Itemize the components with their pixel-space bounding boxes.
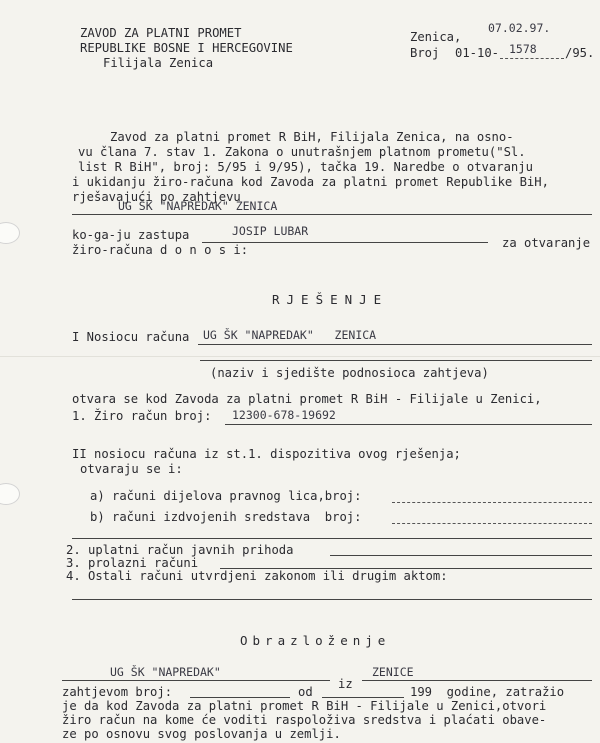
applicant-underline (72, 214, 592, 215)
reasoning-city-underline (362, 680, 592, 681)
header-number-prefix: 01-10- (455, 46, 500, 60)
separator-line (72, 538, 592, 539)
opens-line: otvara se kod Zavoda za platni promet R BiH - Filijale u Zenici, (72, 392, 542, 406)
intro-line-3: list R BiH", broj: 5/95 i 9/95), tačka 19. Naredbe o otvaranju (78, 160, 533, 174)
holder-label: I Nosiocu računa (72, 330, 190, 344)
decision-title: RJEŠENJE (272, 292, 389, 307)
intro-line-2: vu člana 7. stav 1. Zakona o unutrašnjem platnom prometu("Sl. (78, 145, 526, 159)
institution-line-2: REPUBLIKE BOSNE I HERCEGOVINE (80, 41, 293, 55)
item-4-underline (72, 599, 592, 600)
item-3: 3. prolazni računi (66, 556, 199, 570)
reasoning-name-underline (62, 680, 330, 681)
reasoning-applicant-name: UG ŠK "NAPREDAK" (110, 665, 221, 679)
reasoning-date-underline (322, 697, 404, 698)
holder-caption: (naziv i sjedište podnosioca zahtjeva) (210, 366, 489, 380)
reasoning-od-label: od (298, 685, 313, 699)
representative-tail: za otvaranje (502, 236, 591, 250)
intro-line-1: Zavod za platni promet R BiH, Filijala Zenica, na osno- (110, 130, 514, 144)
punch-hole-bottom (0, 483, 20, 505)
intro-line-5: rješavajući po zahtjevu (72, 190, 241, 204)
account-number: 12300-678-19692 (232, 408, 336, 422)
punch-hole-top (0, 222, 20, 244)
reasoning-line-3: žiro račun na kome će voditi raspoloživa sredstva i plaćati obave- (62, 713, 547, 727)
intro-line-6: žiro-računa d o n o s i: (72, 243, 249, 257)
intro-line-4: i ukidanju žiro-računa kod Zavoda za platni promet Republike BiH, (72, 175, 549, 189)
item2-line-1: II nosiocu računa iz st.1. dispozitiva ovog rješenja; (72, 447, 461, 461)
item-a: a) računi dijelova pravnog lica,broj: (90, 489, 362, 503)
reasoning-line-2: je da kod Zavoda za platni promet R BiH - Filijale u Zenici,otvori (62, 699, 547, 713)
account-label: 1. Žiro račun broj: (72, 409, 212, 423)
representative-field: JOSIP LUBAR (232, 224, 309, 238)
representative-label: ko-ga-ju zastupa (72, 228, 190, 242)
applicant-field: UG ŠK "NAPREDAK" ZENICA (118, 199, 278, 213)
item-b-underline (392, 523, 592, 524)
item-2: 2. uplatni račun javnih prihoda (66, 543, 294, 557)
institution-branch: Filijala Zenica (103, 56, 214, 70)
header-date: 07.02.97. (488, 21, 551, 35)
reasoning-line-4: ze po osnovu svog poslovanja u zemlji. (62, 727, 341, 741)
reasoning-request-underline (190, 697, 290, 698)
header-number-underline (500, 58, 564, 59)
reasoning-applicant-city: ZENICE (372, 665, 414, 679)
paper-fold-line (0, 356, 600, 357)
holder-field: UG ŠK "NAPREDAK" ZENICA (203, 328, 377, 342)
reasoning-year: 199 godine, zatražio (410, 685, 565, 699)
header-number-value: 1578 (509, 42, 537, 56)
reasoning-request-label: zahtjevom broj: (62, 685, 173, 699)
header-number-suffix: /95. (565, 46, 595, 60)
institution-line-1: ZAVOD ZA PLATNI PROMET (80, 26, 242, 40)
header-number-label: Broj (410, 46, 440, 60)
reasoning-title: Obrazloženje (240, 633, 391, 648)
item-a-underline (392, 502, 592, 503)
reasoning-iz-label: iz (338, 677, 353, 691)
item2-line-2: otvaraju se i: (80, 462, 183, 476)
item-2-underline (330, 555, 592, 556)
item-b: b) računi izdvojenih sredstava broj: (90, 510, 362, 524)
account-underline (225, 424, 592, 425)
caption-line (200, 360, 592, 361)
header-place: Zenica, (410, 30, 462, 44)
holder-underline (198, 344, 592, 345)
item-4: 4. Ostali računi utvrdjeni zakonom ili drugim aktom: (66, 569, 448, 583)
